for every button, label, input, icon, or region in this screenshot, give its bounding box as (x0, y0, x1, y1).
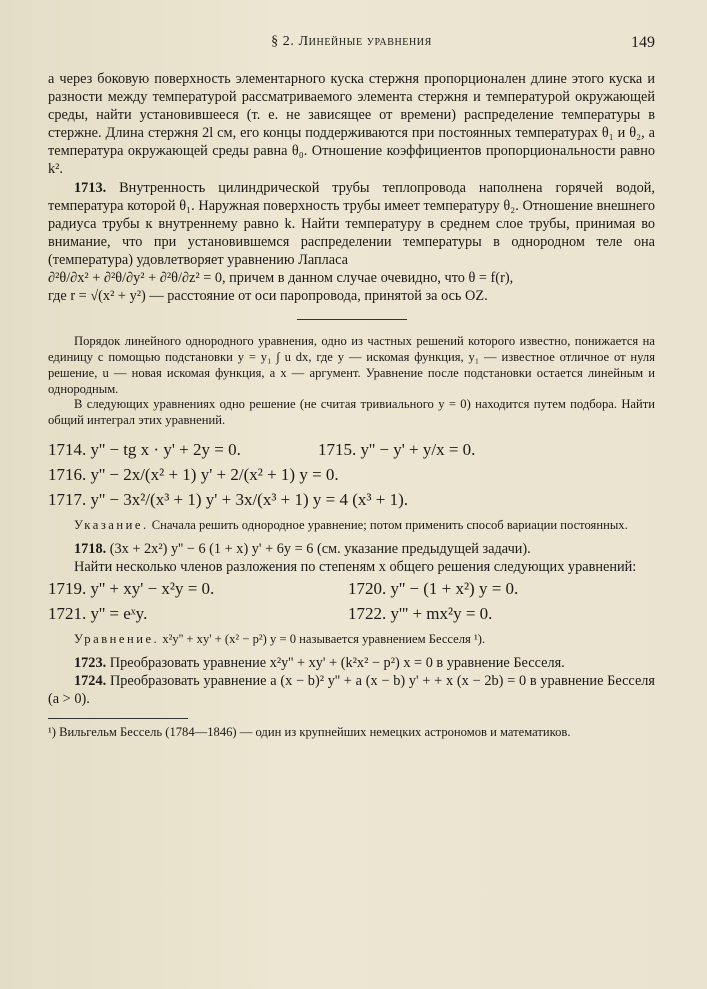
bessel-note-paragraph (48, 632, 655, 648)
problem-1715: 1715. y'' − y' + y/x = 0. (318, 440, 476, 459)
footnote-divider (48, 718, 188, 719)
theory-block (48, 334, 655, 429)
hint-label: Указание. (74, 518, 149, 532)
page-header (48, 34, 655, 52)
problem-1722: 1722. y''' + mx²y = 0. (348, 603, 493, 623)
theory-paragraph: Порядок линейного однородного уравнения, одно из частных решений которого известно, понижается на единицу с помощью подстановки y = y₁ ∫ u dx, где y — искомая функция, y₁ — известное отличное от нуля решение, u — новая искомая функция, а x — аргумент. Уравнение после подстановки остается линейным и однородным. (48, 334, 655, 396)
main-text (48, 70, 655, 305)
problem-1714: 1714. y'' − tg x · y' + 2y = 0. (48, 440, 241, 459)
problem-1716: 1716. y'' − 2x/(x² + 1) y' + 2/(x² + 1) y = 0. (48, 465, 339, 484)
note-label: Уравнение. (74, 631, 160, 646)
problem-1724 (48, 672, 655, 708)
laplace-tail: где r = √(x² + y²) — расстояние от оси паропровода, принятой за ось OZ. (48, 288, 488, 305)
problems-1723-1724 (48, 654, 655, 708)
problem-1717: 1717. y'' − 3x²/(x³ + 1) y' + 3x/(x³ + 1) y = 4 (x³ + 1). (48, 490, 409, 509)
problem-text: Преобразовать уравнение a (x − b)² y'' + a (x − b) y' + + x (x − 2b) = 0 в уравнение Бесселя (a > 0). (48, 672, 656, 707)
page-number: 149 (631, 34, 655, 51)
problem-number: 1718. (74, 540, 107, 557)
problem-number: 1713. (74, 179, 107, 196)
note-text: x²y'' + xy' + (x² − p²) y = 0 называется уравнением Бесселя ¹). (162, 631, 486, 646)
theory-paragraph-2: В следующих уравнениях одно решение (не считая тривиального y = 0) находится путем подбора. Найти общий интеграл этих уравнений. (48, 397, 655, 428)
hint-text: Сначала решить однородное уравнение; потом применить способ вариации постоянных. (151, 518, 628, 532)
problem-1718-block (48, 540, 655, 576)
problem-1718 (48, 540, 655, 558)
problems-block (48, 437, 655, 512)
problem-1723 (48, 654, 655, 672)
problem-text: (3x + 2x²) y'' − 6 (1 + x) y' + 6y = 6 (см. указание предыдущей задачи). (109, 540, 531, 557)
footnote: ¹) Вильгельм Бессель (1784—1846) — один из крупнейших немецких астрономов и математиков. (48, 725, 571, 740)
problem-row (48, 601, 655, 626)
section-title: § 2. Линейные уравнения (271, 34, 432, 49)
paragraph-continuation: а через боковую поверхность элементарного куска стержня пропорционален длине этого куска и разности между температурой рассматриваемого элемента стержня и температурой окружающей среды, найти установившееся (т. е. не зависящее от времени) распределение температуры в стержне. Длина стержня 2l см, его концы поддерживаются при постоянных температурах θ₁ и θ₂, а температура окружающей среды равна θ₀. Отношение коэффициентов пропорциональности равно k². (48, 71, 655, 178)
problem-1721: 1721. y'' = eˣy. (48, 603, 148, 623)
problem-text: Внутренность цилиндрической трубы теплопровода наполнена горячей водой, температура которой θ₁. Наружная поверхность трубы имеет температуру θ₂. Отношение внешнего радиуса трубы к внутреннему равно k. Найти температуру в среднем слое трубы, принимая во внимание, что при установившемся распределении температуры в однородном теле она (температура) удовлетворяет уравнению Лапласа (48, 179, 656, 268)
bessel-note (48, 632, 655, 648)
section-divider (297, 319, 407, 320)
problem-1720: 1720. y'' − (1 + x²) y = 0. (348, 578, 519, 598)
problem-text: Преобразовать уравнение x²y'' + xy' + (k²x² − p²) x = 0 в уравнение Бесселя. (109, 654, 565, 671)
problem-row (48, 437, 655, 462)
problem-number: 1723. (74, 654, 107, 671)
series-intro: Найти несколько членов разложения по степеням x общего решения следующих уравнений: (74, 558, 637, 575)
hint (48, 518, 655, 534)
hint-block (48, 518, 655, 534)
laplace-equation: ∂²θ/∂x² + ∂²θ/∂y² + ∂²θ/∂z² = 0, причем в данном случае очевидно, что θ = f(r), (48, 270, 514, 287)
problem-number: 1724. (74, 672, 107, 689)
problem-1719: 1719. y'' + xy' − x²y = 0. (48, 578, 215, 598)
problems-block-2 (48, 576, 655, 626)
problem-1713 (48, 179, 655, 269)
problem-row (48, 576, 655, 601)
